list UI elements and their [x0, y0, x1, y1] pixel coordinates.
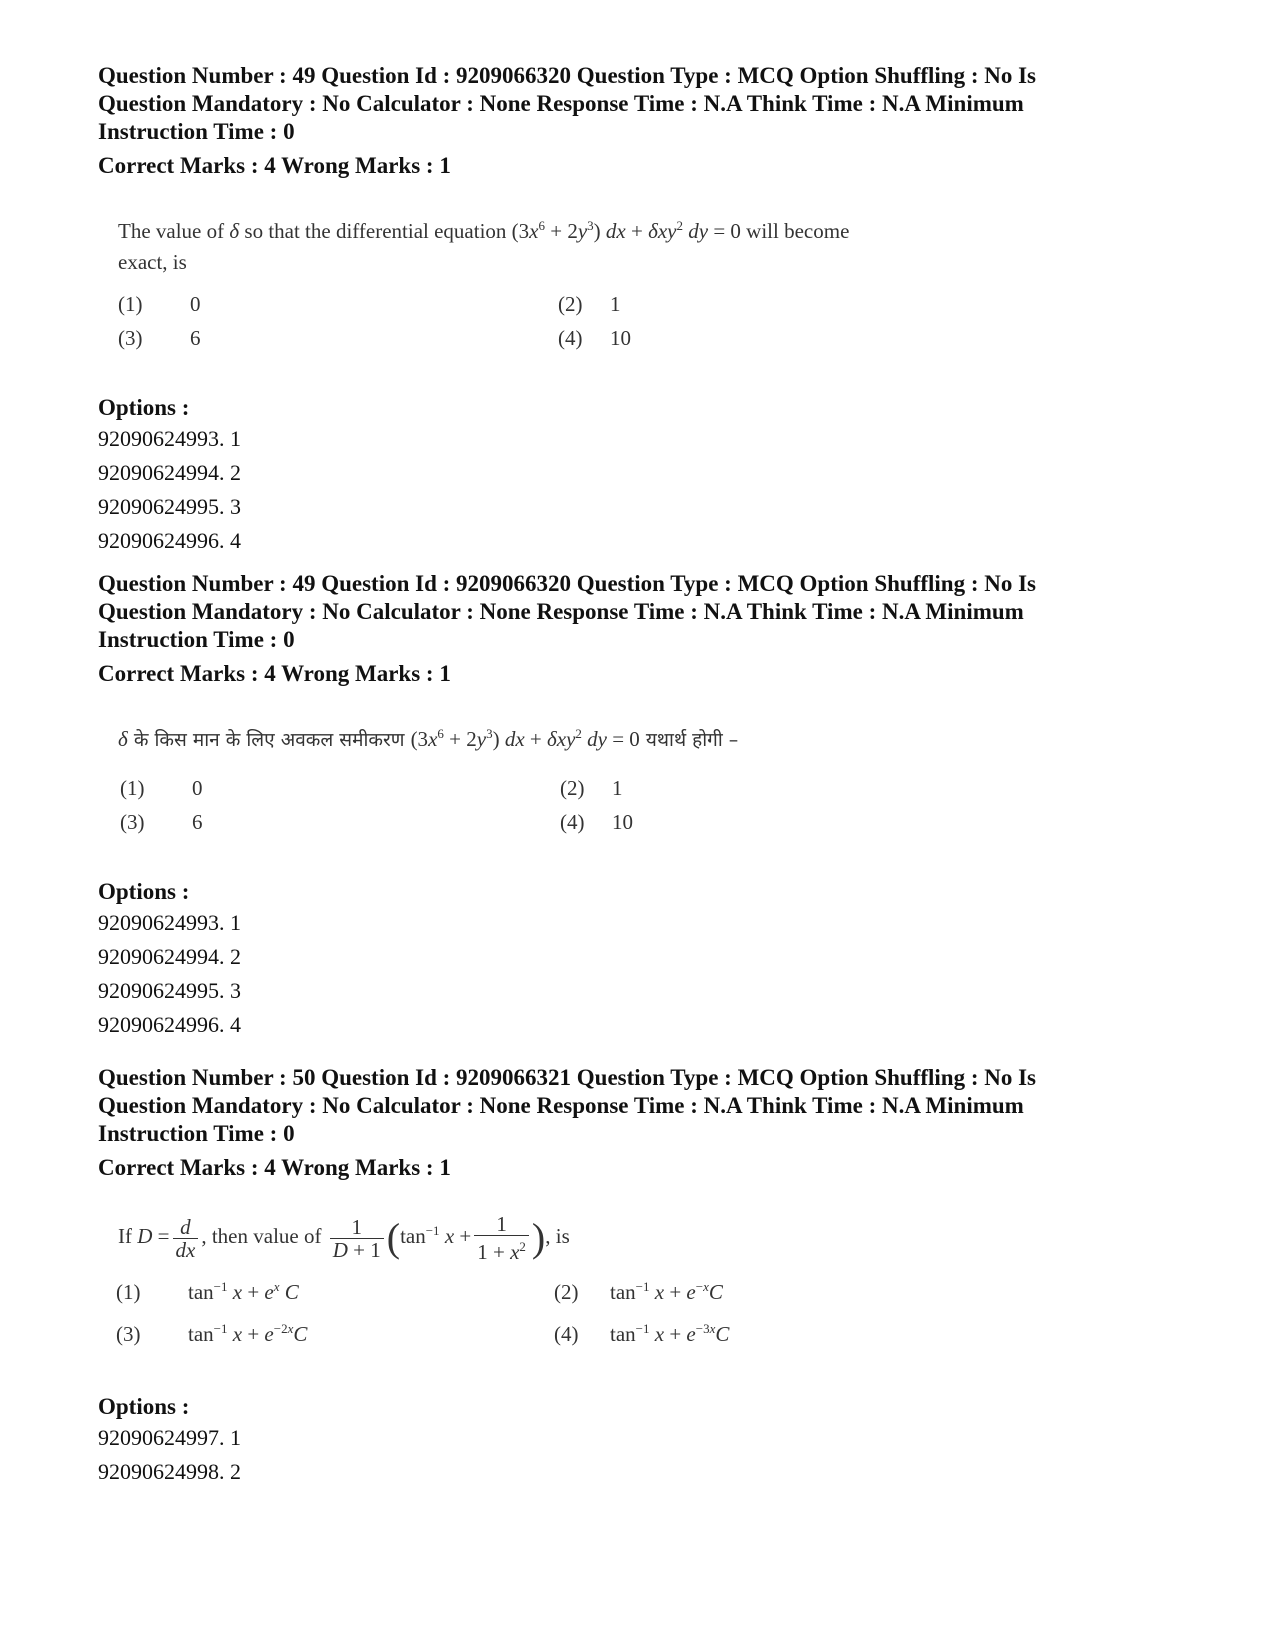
question-text-part: exact, is: [118, 250, 187, 274]
choice-item: (2) 1: [558, 292, 621, 316]
question-text: [118, 718, 1178, 756]
choice-item: (2) 1: [560, 776, 623, 800]
choice-item: (1) $\tan^{-1} x + e^x$ C: [116, 1279, 299, 1305]
fraction: $\frac{1}{D + 1}$: [330, 1216, 384, 1261]
choice-grid: [120, 776, 1178, 848]
options-title: Options :: [98, 879, 190, 904]
question-text-part: के किस मान के लिए अवकल समीकरण: [133, 729, 405, 751]
question-text-part: If: [118, 1224, 132, 1248]
question-header: [98, 62, 1178, 146]
choice-grid: [116, 1279, 1178, 1363]
options-title: Options :: [98, 395, 190, 420]
fraction: $\frac{1}{1 + x^2}$: [474, 1213, 529, 1263]
delta-symbol: δ: [229, 219, 240, 243]
operator-definition: D = $\frac{d}{dx}$: [137, 1224, 201, 1248]
choice-item: (3) $\tan^{-1} x + e^{-2x}C$: [116, 1321, 308, 1347]
marks-line: Correct Marks : 4 Wrong Marks : 1: [98, 1155, 451, 1180]
choice-item: (3) 6: [118, 326, 201, 350]
option-line: 92090624995. 3: [98, 494, 241, 519]
header-line: Instruction Time : 0: [98, 119, 295, 144]
choice-item: (2) $\tan^{-1} x + e^{-x}C$: [554, 1279, 723, 1305]
question-block-3: [98, 1064, 1178, 1489]
question-text-part: The value of: [118, 219, 225, 243]
header-line: Question Mandatory : No Calculator : None Response Time : N.A Think Time : N.A Minimum: [98, 1093, 1024, 1118]
header-line: Question Mandatory : No Calculator : None Response Time : N.A Think Time : N.A Minimum: [98, 91, 1024, 116]
options-title: Options :: [98, 1394, 190, 1420]
options-list: [98, 906, 1178, 1042]
fraction: $\frac{d}{dx}$: [173, 1216, 199, 1261]
choice-item: (1) 0: [118, 292, 201, 316]
differential-equation: $(3x^6 + 2y^3)$ dx + δxy$^2$ dy = 0: [410, 726, 640, 751]
options-list: [98, 422, 1178, 558]
option-line: 92090624993. 1: [98, 910, 241, 935]
differential-equation: $(3x^6 + 2y^3)$ dx + δxy$^2$ dy = 0: [511, 218, 741, 243]
question-text-part: will become: [746, 219, 850, 243]
choice-grid: [118, 292, 1178, 364]
header-line: Instruction Time : 0: [98, 1121, 295, 1146]
header-line: Question Mandatory : No Calculator : None Response Time : N.A Think Time : N.A Minimum: [98, 599, 1024, 624]
options-list: [98, 1421, 1178, 1489]
question-text: [118, 210, 1178, 278]
question-text-part: so that the differential equation: [244, 219, 507, 243]
question-text: [118, 1206, 1178, 1263]
option-line: 92090624995. 3: [98, 978, 241, 1003]
question-block-1: [98, 62, 1178, 558]
operator-expression: $\frac{1}{D + 1}$ ($\tan^{-1}$ x + $\frac{1}{1 + x^2}$ ): [327, 1224, 546, 1248]
question-block-2: [98, 570, 1178, 1042]
option-line: 92090624993. 1: [98, 426, 241, 451]
choice-item: (1) 0: [120, 776, 203, 800]
header-line: Question Number : 50 Question Id : 9209066321 Question Type : MCQ Option Shuffling : No Is: [98, 1065, 1037, 1090]
option-line: 92090624994. 2: [98, 944, 241, 969]
marks-line: Correct Marks : 4 Wrong Marks : 1: [98, 153, 451, 178]
delta-symbol: δ: [118, 727, 128, 751]
header-line: Instruction Time : 0: [98, 627, 295, 652]
choice-item: (4) 10: [560, 810, 633, 834]
option-line: 92090624994. 2: [98, 460, 241, 485]
option-line: 92090624996. 4: [98, 528, 241, 553]
header-line: Question Number : 49 Question Id : 9209066320 Question Type : MCQ Option Shuffling : No Is: [98, 571, 1037, 596]
option-line: 92090624998. 2: [98, 1459, 241, 1485]
choice-item: (4) $\tan^{-1} x + e^{-3x}C$: [554, 1321, 730, 1347]
header-line: Question Number : 49 Question Id : 9209066320 Question Type : MCQ Option Shuffling : No Is: [98, 63, 1037, 88]
question-text-part: , then value of: [201, 1224, 322, 1248]
question-text-part: यथार्थ होगी –: [645, 729, 739, 751]
option-line: 92090624996. 4: [98, 1012, 241, 1037]
choice-item: (3) 6: [120, 810, 203, 834]
marks-line: Correct Marks : 4 Wrong Marks : 1: [98, 661, 451, 686]
question-text-part: , is: [545, 1224, 570, 1248]
question-header: [98, 1064, 1178, 1148]
option-line: 92090624997. 1: [98, 1425, 241, 1451]
choice-item: (4) 10: [558, 326, 631, 350]
question-header: [98, 570, 1178, 654]
